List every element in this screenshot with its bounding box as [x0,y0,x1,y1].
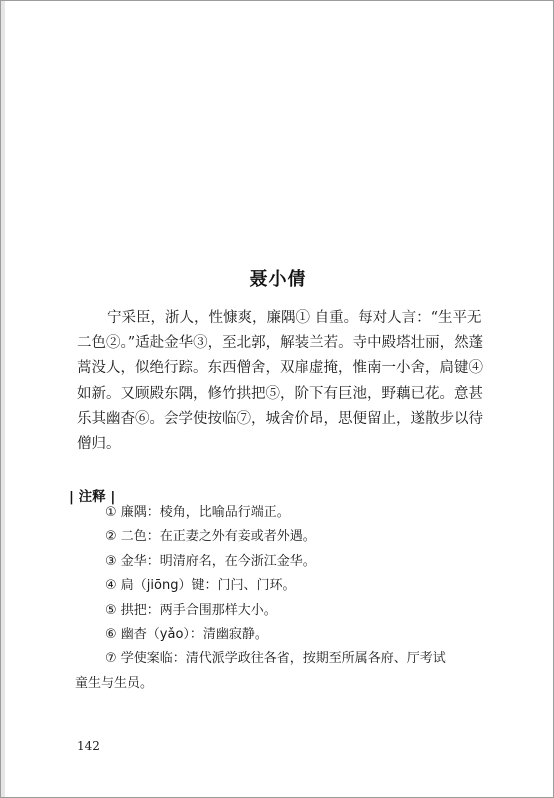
paragraph-line: 蒿没人，似绝行踪。东西僧舍，双扉虚掩，惟南一小舍，扃键④ [77,360,483,377]
note-item: ④ 扃（jiōng）键：门闩、门环。 [105,578,296,594]
note-item: ⑤ 拱把：两手合围那样大小。 [105,602,277,618]
paragraph-line: 二色②。”适赴金华③，至北郭，解装兰若。寺中殿塔壮丽，然蓬 [77,335,484,352]
paragraph-line: 乐其幽杳⑥。会学使按临⑦，城舍价昂，思便留止，遂散步以待 [77,410,483,427]
note-item: ② 二色：在正妻之外有妾或者外遇。 [105,529,316,545]
note-item: ① 廉隅：棱角，比喻品行端正。 [105,505,290,520]
notes-list [75,501,525,696]
paragraph-line: 如新。又顾殿东隅，修竹拱把⑤，阶下有巨池，野藕已花。意甚 [77,385,483,402]
paragraph-line: 僧归。 [77,436,121,453]
note-item: ⑥ 幽杳（yǎo）：清幽寂静。 [105,627,268,643]
main-paragraph [77,306,491,457]
chapter-title: 聂小倩 [249,269,307,290]
page-edge-shadow [1,1,5,797]
note-item: ⑦ 学使案临：清代派学政往各省，按期至所属各府、厅考试 [105,651,446,667]
paragraph-line: 宁采臣，浙人，性慷爽，廉隅① 自重。每对人言：“生平无 [107,310,482,326]
note-continuation: 童生与生员。 [75,675,154,691]
notes-heading: | 注释 | [69,489,116,505]
page-number: 142 [77,739,100,753]
note-item: ③ 金华：明清府名，在今浙江金华。 [105,553,316,569]
